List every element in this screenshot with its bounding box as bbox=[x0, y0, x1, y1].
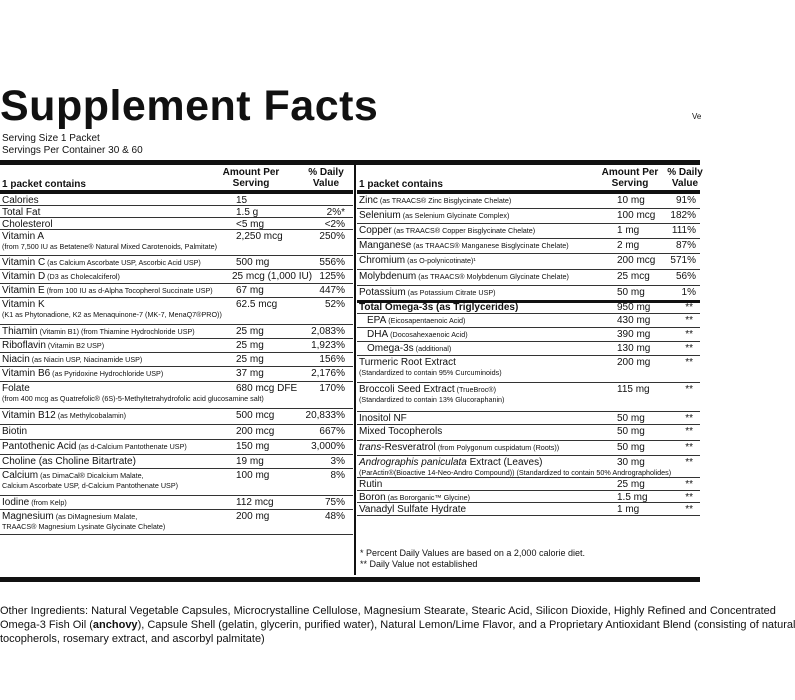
oi-line2-post: ), Capsule Shell (gelatin, glycerin, purified water), Natural Lemon/Lime Flavor, and a Proprietary Antioxidant Blend (consisting of natural bbox=[137, 619, 795, 631]
left-header-dv-line2: Value bbox=[312, 178, 340, 189]
nutrient-detail: (Docosahexaenoic Acid) bbox=[388, 330, 468, 339]
right-nutrient-name bbox=[367, 315, 465, 326]
nutrient-label: Vitamin K bbox=[2, 299, 45, 310]
nutrient-subdetail: (ParActin®(Bioactive 14-Neo-Andro Compound)) (Standardized to contain 50% Andrographolides) bbox=[359, 468, 672, 477]
right-amount: 130 mg bbox=[617, 343, 651, 354]
left-daily-value: 2%* bbox=[326, 207, 345, 218]
other-ingredients-line2 bbox=[0, 618, 795, 632]
nutrient-subdetail: (from 7,500 IU as Betatene® Natural Mixed Carotenoids, Palmitate) bbox=[2, 242, 218, 251]
right-amount: 25 mg bbox=[617, 479, 645, 490]
right-nutrient-name bbox=[359, 442, 559, 453]
right-row bbox=[357, 254, 700, 270]
nutrient-detail: (as DiMagnesium Malate, bbox=[53, 512, 138, 521]
left-nutrient-name bbox=[2, 299, 222, 319]
right-daily-value: ** bbox=[685, 329, 693, 340]
right-nutrient-name bbox=[359, 479, 382, 490]
left-daily-value: <2% bbox=[324, 219, 345, 230]
right-row bbox=[357, 383, 700, 412]
right-row bbox=[357, 356, 700, 383]
left-daily-value: 2,083% bbox=[311, 326, 345, 337]
left-nutrient-name bbox=[2, 383, 264, 403]
right-daily-value: ** bbox=[685, 426, 693, 437]
right-daily-value: 571% bbox=[670, 255, 696, 266]
left-nutrient-name bbox=[2, 271, 120, 282]
right-row bbox=[357, 456, 700, 478]
left-row bbox=[0, 218, 353, 230]
nutrient-label: Cholesterol bbox=[2, 219, 53, 230]
nutrient-label: Biotin bbox=[2, 426, 28, 437]
right-amount: 200 mg bbox=[617, 357, 651, 368]
right-nutrient-name bbox=[359, 287, 496, 298]
right-row bbox=[357, 301, 700, 314]
left-amount: 15 bbox=[236, 195, 248, 206]
left-row bbox=[0, 206, 353, 218]
bottom-thick-rule bbox=[0, 577, 700, 582]
right-amount: 430 mg bbox=[617, 315, 651, 326]
right-header-dv-line2: Value bbox=[671, 178, 699, 189]
right-row bbox=[357, 503, 700, 516]
left-nutrient-name bbox=[2, 456, 136, 467]
nutrient-label: Mixed Tocopherols bbox=[359, 426, 443, 437]
right-amount: 1 mg bbox=[617, 504, 640, 515]
right-amount: 1.5 mg bbox=[617, 492, 648, 503]
nutrient-label: Rutin bbox=[359, 479, 383, 490]
left-row bbox=[0, 298, 353, 325]
nutrient-detail: (as Methylcobalamin) bbox=[55, 411, 127, 420]
left-nutrient-name bbox=[2, 207, 40, 218]
nutrient-label: Folate bbox=[2, 383, 30, 394]
left-nutrient-name bbox=[2, 511, 165, 531]
nutrient-label: DHA bbox=[367, 329, 389, 340]
right-row bbox=[357, 209, 700, 224]
left-header-dv-line1: % Daily bbox=[308, 167, 344, 178]
right-row bbox=[357, 342, 700, 356]
right-daily-value: 111% bbox=[671, 225, 696, 236]
right-daily-value: ** bbox=[685, 457, 693, 468]
right-nutrient-name bbox=[359, 240, 569, 251]
right-amount: 200 mcg bbox=[617, 255, 656, 266]
nutrient-label: Magnesium bbox=[2, 511, 54, 522]
right-nutrient-name bbox=[359, 210, 509, 221]
left-nutrient-name bbox=[2, 285, 213, 296]
left-row bbox=[0, 284, 353, 298]
nutrient-label: Choline (as Choline Bitartrate) bbox=[2, 456, 136, 467]
left-header-contains: 1 packet contains bbox=[2, 179, 86, 190]
left-daily-value: 3% bbox=[330, 456, 345, 467]
nutrient-detail: (as TRAACS® Zinc Bisglycinate Chelate) bbox=[377, 196, 512, 205]
right-nutrient-name bbox=[359, 384, 504, 404]
right-daily-value: 1% bbox=[681, 287, 696, 298]
right-daily-value: ** bbox=[685, 492, 693, 503]
left-daily-value: 156% bbox=[319, 354, 345, 365]
left-daily-value: 48% bbox=[324, 511, 345, 522]
nutrient-detail: (as Niacin USP, Niacinamide USP) bbox=[29, 355, 143, 364]
nutrient-label: Vitamin E bbox=[2, 285, 45, 296]
left-header-amount-line1: Amount Per bbox=[222, 167, 280, 178]
left-row bbox=[0, 510, 353, 535]
left-amount: 25 mcg (1,000 IU) bbox=[232, 271, 313, 282]
footnote-2: ** Daily Value not established bbox=[360, 559, 478, 569]
left-row bbox=[0, 270, 353, 284]
right-nutrient-name bbox=[359, 492, 470, 503]
left-daily-value: 75% bbox=[324, 497, 345, 508]
left-nutrient-name bbox=[2, 368, 163, 379]
nutrient-label: Copper bbox=[359, 225, 392, 236]
serving-size: Serving Size 1 Packet bbox=[2, 133, 100, 144]
right-nutrient-name bbox=[367, 343, 451, 354]
left-daily-value: 125% bbox=[319, 271, 345, 282]
nutrient-label: Andrographis paniculata Extract (Leaves) bbox=[359, 457, 543, 468]
left-amount: <5 mg bbox=[236, 219, 265, 230]
right-amount: 50 mg bbox=[617, 442, 645, 453]
left-row bbox=[0, 339, 353, 353]
nutrient-label: Inositol NF bbox=[359, 413, 407, 424]
left-daily-value: 20,833% bbox=[305, 410, 345, 421]
nutrient-label: Manganese bbox=[359, 240, 412, 251]
nutrient-label: Riboflavin bbox=[2, 340, 46, 351]
nutrient-label: Selenium bbox=[359, 210, 401, 221]
right-amount: 115 mg bbox=[617, 384, 650, 395]
nutrient-detail: (Vitamin B2 USP) bbox=[45, 341, 105, 350]
right-header-amount-line1: Amount Per bbox=[601, 167, 659, 178]
right-daily-value: ** bbox=[685, 357, 693, 368]
nutrient-label: EPA bbox=[367, 315, 387, 326]
nutrient-detail: (as TRAACS® Copper Bisglycinate Chelate) bbox=[391, 226, 536, 235]
nutrient-label: Vitamin B12 bbox=[2, 410, 56, 421]
left-amount: 62.5 mcg bbox=[236, 299, 278, 310]
left-row bbox=[0, 353, 353, 367]
left-row bbox=[0, 382, 353, 409]
nutrient-detail: (as Selenium Glycinate Complex) bbox=[400, 211, 510, 220]
footnote-1: * Percent Daily Values are based on a 2,000 calorie diet. bbox=[360, 548, 585, 558]
right-header-contains: 1 packet contains bbox=[359, 179, 443, 190]
right-daily-value: ** bbox=[685, 479, 693, 490]
nutrient-label: Pantothenic Acid bbox=[2, 441, 77, 452]
right-daily-value: ** bbox=[685, 384, 693, 395]
right-header-amount-line2: Serving bbox=[611, 178, 649, 189]
right-amount: 25 mcg bbox=[617, 271, 650, 282]
nutrient-detail: (as d-Calcium Pantothenate USP) bbox=[76, 442, 187, 451]
right-row bbox=[357, 314, 700, 328]
nutrient-subdetail: (Standardized to contain 95% Curcuminoids) bbox=[359, 368, 502, 377]
right-amount: 30 mg bbox=[617, 457, 645, 468]
nutrient-detail: (Eicosapentaenoic Acid) bbox=[386, 316, 466, 325]
right-amount: 2 mg bbox=[617, 240, 640, 251]
left-row bbox=[0, 425, 353, 440]
right-row bbox=[357, 224, 700, 239]
nutrient-detail: (from Kelp) bbox=[29, 498, 67, 507]
right-row bbox=[357, 491, 700, 503]
left-daily-value: 667% bbox=[319, 426, 345, 437]
right-daily-value: ** bbox=[685, 413, 693, 424]
nutrient-detail: (Vitamin B1) (from Thiamine Hydrochloride USP) bbox=[37, 327, 195, 336]
servings-per-container: Servings Per Container 30 & 60 bbox=[2, 145, 143, 156]
nutrient-label: Vitamin A bbox=[2, 231, 45, 242]
oi-line2-bold: anchovy bbox=[92, 619, 138, 631]
right-row bbox=[357, 270, 700, 286]
nutrient-label: Calories bbox=[2, 195, 39, 206]
oi-line2-pre: Omega-3 Fish Oil ( bbox=[0, 619, 93, 631]
left-nutrient-name bbox=[2, 340, 104, 351]
left-amount: 200 mcg bbox=[236, 426, 275, 437]
left-row bbox=[0, 194, 353, 206]
left-row bbox=[0, 367, 353, 382]
left-amount: 19 mg bbox=[236, 456, 264, 467]
page-title: Supplement Facts bbox=[0, 82, 379, 130]
left-amount: 200 mg bbox=[236, 511, 270, 522]
right-nutrient-name bbox=[359, 413, 407, 424]
left-amount: 37 mg bbox=[236, 368, 264, 379]
left-nutrient-name bbox=[2, 257, 201, 268]
left-row bbox=[0, 455, 353, 469]
right-nutrient-name bbox=[359, 357, 502, 377]
left-row bbox=[0, 440, 353, 455]
left-row bbox=[0, 230, 353, 256]
right-nutrient-name bbox=[359, 504, 466, 515]
nutrient-label: Potassium bbox=[359, 287, 406, 298]
nutrient-label: Zinc bbox=[359, 195, 378, 206]
nutrient-label: Total Fat bbox=[2, 207, 41, 218]
left-row bbox=[0, 325, 353, 339]
left-daily-value: 250% bbox=[319, 231, 345, 242]
left-daily-value: 8% bbox=[330, 470, 345, 481]
right-amount: 50 mg bbox=[617, 287, 645, 298]
nutrient-detail: (as Calcium Ascorbate USP, Ascorbic Acid USP) bbox=[45, 258, 201, 267]
left-nutrient-name bbox=[2, 354, 142, 365]
nutrient-subdetail: (from 400 mcg as Quatrefolic® (6S)-5-Methyltetrahydrofolic acid glucosamine salt) bbox=[2, 394, 264, 403]
left-amount: 680 mcg DFE bbox=[236, 383, 298, 394]
nutrient-label: Vitamin B6 bbox=[2, 368, 51, 379]
nutrient-detail: (as Potassium Citrate USP) bbox=[405, 288, 496, 297]
right-amount: 1 mg bbox=[617, 225, 640, 236]
right-amount: 950 mg bbox=[617, 302, 651, 313]
nutrient-detail: (from Polygonum cuspidatum (Roots)) bbox=[435, 443, 560, 452]
nutrient-subdetail: TRAACS® Magnesium Lysinate Glycinate Chelate) bbox=[2, 522, 166, 531]
left-row bbox=[0, 256, 353, 270]
left-amount: 25 mg bbox=[236, 354, 264, 365]
right-nutrient-name bbox=[359, 255, 476, 266]
left-daily-value: 447% bbox=[319, 285, 345, 296]
other-ingredients-line3: tocopherols, rosemary extract, and ascorbyl palmitate) bbox=[0, 633, 265, 645]
nutrient-label: Chromium bbox=[359, 255, 406, 266]
right-nutrient-name bbox=[359, 426, 442, 437]
nutrient-label: Omega-3s bbox=[367, 343, 414, 354]
right-nutrient-name bbox=[359, 302, 518, 313]
nutrient-detail: (TrueBroc®) bbox=[454, 385, 496, 394]
right-row bbox=[357, 194, 700, 209]
right-nutrient-name bbox=[359, 225, 535, 236]
right-row bbox=[357, 441, 700, 456]
left-header-amount bbox=[212, 167, 290, 189]
left-nutrient-name bbox=[2, 426, 27, 437]
right-nutrient-name bbox=[359, 271, 569, 282]
nutrient-detail: (D3 as Cholecalciferol) bbox=[45, 272, 120, 281]
left-nutrient-name bbox=[2, 410, 126, 421]
nutrient-label: Iodine bbox=[2, 497, 30, 508]
left-amount: 25 mg bbox=[236, 340, 264, 351]
column-divider bbox=[354, 163, 356, 575]
left-amount: 25 mg bbox=[236, 326, 264, 337]
left-daily-value: 170% bbox=[319, 383, 345, 394]
right-row bbox=[357, 478, 700, 491]
nutrient-detail: (from 100 IU as d-Alpha Tocopherol Succinate USP) bbox=[44, 286, 213, 295]
nutrient-label: Total Omega-3s (as Triglycerides) bbox=[359, 302, 519, 313]
right-daily-value: 182% bbox=[670, 210, 696, 221]
nutrient-label: Vitamin D bbox=[2, 271, 46, 282]
left-header-amount-line2: Serving bbox=[232, 178, 270, 189]
right-nutrient-name bbox=[359, 195, 511, 206]
right-amount: 50 mg bbox=[617, 426, 645, 437]
right-daily-value: ** bbox=[685, 302, 693, 313]
right-daily-value: ** bbox=[685, 504, 693, 515]
nutrient-label: Vitamin C bbox=[2, 257, 46, 268]
left-nutrient-name bbox=[2, 497, 67, 508]
right-amount: 50 mg bbox=[617, 413, 645, 424]
right-row bbox=[357, 425, 700, 441]
left-nutrient-name bbox=[2, 326, 195, 337]
left-amount: 150 mg bbox=[236, 441, 270, 452]
right-amount: 100 mcg bbox=[617, 210, 656, 221]
right-amount: 390 mg bbox=[617, 329, 651, 340]
corner-text: Ve bbox=[692, 112, 702, 121]
right-header-dv bbox=[661, 167, 709, 189]
left-nutrient-name bbox=[2, 195, 39, 206]
nutrient-label: Niacin bbox=[2, 354, 30, 365]
left-daily-value: 52% bbox=[324, 299, 345, 310]
nutrient-label: Calcium bbox=[2, 470, 39, 481]
right-row bbox=[357, 239, 700, 254]
nutrient-subdetail: Calcium Ascorbate USP, d-Calcium Pantothenate USP) bbox=[2, 481, 179, 490]
right-daily-value: 56% bbox=[675, 271, 696, 282]
right-header-dv-line1: % Daily bbox=[667, 167, 703, 178]
left-row bbox=[0, 409, 353, 425]
right-daily-value: ** bbox=[685, 442, 693, 453]
left-row bbox=[0, 496, 353, 510]
left-daily-value: 3,000% bbox=[311, 441, 345, 452]
nutrient-detail: (additional) bbox=[413, 344, 452, 353]
left-amount: 500 mcg bbox=[236, 410, 275, 421]
right-amount: 10 mg bbox=[617, 195, 645, 206]
left-header-dv bbox=[298, 167, 354, 189]
right-nutrient-name bbox=[367, 329, 468, 340]
left-nutrient-name bbox=[2, 470, 178, 490]
left-nutrient-name bbox=[2, 219, 53, 230]
other-ingredients-line1: Other Ingredients: Natural Vegetable Capsules, Microcrystalline Cellulose, Magnesium Stearate, Stearic Acid, Silicon Dioxide, Highly Refined and Concentrated bbox=[0, 605, 776, 617]
nutrient-detail: (as O-polynicotinate)¹ bbox=[405, 256, 476, 265]
nutrient-label: Turmeric Root Extract bbox=[359, 357, 456, 368]
nutrient-label: Vanadyl Sulfate Hydrate bbox=[359, 504, 467, 515]
nutrient-detail: (as Pyridoxine Hydrochloride USP) bbox=[50, 369, 164, 378]
left-nutrient-name bbox=[2, 441, 187, 452]
nutrient-label: Molybdenum bbox=[359, 271, 417, 282]
top-thick-rule bbox=[0, 160, 700, 165]
left-amount: 112 mcg bbox=[236, 497, 274, 508]
nutrient-subdetail: (K1 as Phytonadione, K2 as Menaquinone-7 (MK-7, MenaQ7®PRO)) bbox=[2, 310, 222, 319]
left-amount: 500 mg bbox=[236, 257, 270, 268]
left-daily-value: 2,176% bbox=[311, 368, 345, 379]
left-amount: 100 mg bbox=[236, 470, 270, 481]
right-header-amount bbox=[595, 167, 665, 189]
left-amount: 2,250 mcg bbox=[236, 231, 283, 242]
nutrient-detail: (as Bororganic™ Glycine) bbox=[385, 493, 470, 502]
right-row bbox=[357, 328, 700, 342]
left-row bbox=[0, 469, 353, 496]
nutrient-label: Thiamin bbox=[2, 326, 38, 337]
nutrient-detail: (as TRAACS® Manganese Bisglycinate Chelate) bbox=[411, 241, 569, 250]
left-amount: 1.5 g bbox=[236, 207, 259, 218]
nutrient-label: Boron bbox=[359, 492, 386, 503]
right-daily-value: 91% bbox=[675, 195, 696, 206]
right-daily-value: ** bbox=[685, 315, 693, 326]
left-amount: 67 mg bbox=[236, 285, 264, 296]
left-daily-value: 1,923% bbox=[311, 340, 345, 351]
left-daily-value: 556% bbox=[319, 257, 345, 268]
nutrient-detail: (as TRAACS® Molybdenum Glycinate Chelate) bbox=[416, 272, 569, 281]
nutrient-label: Broccoli Seed Extract bbox=[359, 384, 455, 395]
nutrient-subdetail: (Standardized to contain 13% Glucoraphanin) bbox=[359, 395, 505, 404]
left-nutrient-name bbox=[2, 231, 217, 251]
right-row bbox=[357, 412, 700, 425]
nutrient-detail: (as DimaCal® Dicalcium Malate, bbox=[38, 471, 144, 480]
right-daily-value: 87% bbox=[675, 240, 696, 251]
other-ingredients bbox=[0, 604, 795, 645]
right-daily-value: ** bbox=[685, 343, 693, 354]
nutrient-label: trans-Resveratrol bbox=[359, 442, 436, 453]
